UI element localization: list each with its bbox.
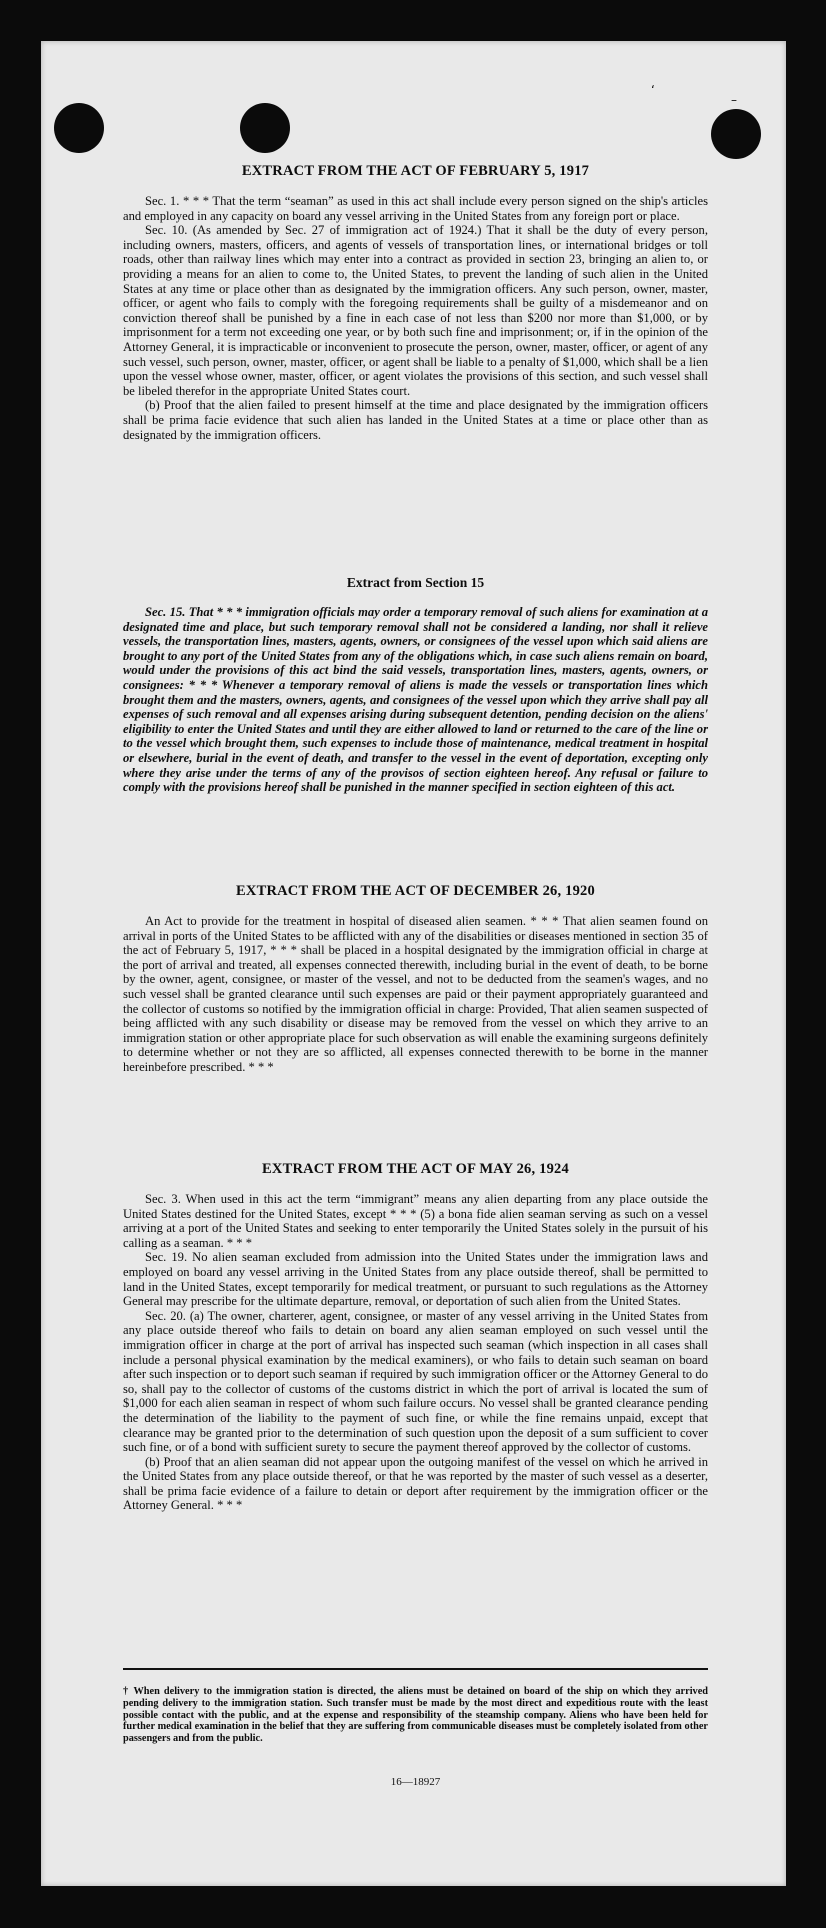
body-1920 <box>123 914 708 1075</box>
section-1924 <box>123 1162 708 1177</box>
heading-act-1917: EXTRACT FROM THE ACT OF FEBRUARY 5, 1917 <box>241 163 590 179</box>
footnote: † When delivery to the immigration station is directed, the aliens must be detained on board of the ship on which they arrived pending delivery to the immigration station. Such transfer must be made by the most direct and expeditious route with the least possible contact with the public, and at the expense and responsibility of the steamship company. Aliens who have been held for further medical examination in the belief that they are suffering from communicable diseases must be completely isolated from other passengers and from the public. <box>123 1686 708 1745</box>
heading-act-1924: EXTRACT FROM THE ACT OF MAY 26, 1924 <box>262 1161 569 1177</box>
section-15 <box>123 576 708 591</box>
paragraph-sec10b: (b) Proof that the alien failed to present himself at the time and place designated by the immigration officers shall be prima facie evidence that such alien has landed in the United States at a time or place other than as designated by the immigration officers. <box>123 398 708 442</box>
section-1917 <box>123 164 708 179</box>
paragraph-sec20b: (b) Proof that an alien seaman did not appear upon the outgoing manifest of the vessel on which he arrived in the United States from any place outside thereof, or that he was reported by the master of such vessel as a deserter, shall be prima facie evidence of a failure to detain or deport after requirement by the immigration officer or the Attorney General. * * * <box>123 1454 708 1513</box>
paragraph-sec20a: Sec. 20. (a) The owner, charterer, agent, consignee, or master of any vessel arriving in the United States from any place outside thereof who fails to detain on board any alien seaman employed on such vessel until the immigration officer in charge at the port of arrival has inspected such seaman (which inspection in all cases shall include a personal physical examination by the medical examiners), or who fails to detain such seaman on board after such inspection or to deport such seaman if required by such immigration officer or the Attorney General to do so, shall pay to the collector of customs of the customs district in which the port of arrival is located the sum of $1,000 for each alien seaman in respect of whom such failure occurs. No vessel shall be granted clearance pending the determination of the liability to the payment of such fine, or while the fine remains unpaid, except that clearance may be granted prior to the determination of such question upon the deposit of a sum sufficient to cover such fine, or of a bond with sufficient surety to secure the payment thereof approved by the collector of customs. <box>123 1308 708 1455</box>
body-1924 <box>123 1192 708 1513</box>
paragraph-sec15: Sec. 15. That * * * immigration officials may order a temporary removal of such aliens for examination at a designated time and place, but such temporary removal shall not be considered a landing, nor shall it relieve vessels, the transportation lines, masters, agents, owners, or consignees of the vessel upon which said aliens are brought to any port of the United States from any of the obligations which, in case such aliens remain on board, would under the provisions of this act bind the said vessels, transportation lines, masters, agents, owners, or consignees: * * * Whenever a temporary removal of aliens is made the vessels or transportation lines which brought them and the masters, owners, agents, and consignees of the vessel upon which they arrive shall pay all expenses of such removal and all expenses arising during subsequent detention, pending decision on the aliens' eligibility to enter the United States and until they are either allowed to land or returned to the care of the line or to the vessel which brought them, such expenses to include those of maintenance, medical treatment in hospital or elsewhere, burial in the event of death, and transfer to the vessel in the event of deportation, excepting only where they arise under the terms of any of the provisos of section eighteen hereof. Any refusal or failure to comply with the provisions hereof shall be punished in the manner specified in section eighteen of this act. <box>123 605 708 795</box>
scan-speck: – <box>731 93 737 107</box>
paragraph-sec19: Sec. 19. No alien seaman excluded from admission into the United States under the immigration laws and employed on board any vessel arriving in the United States from any place outside thereof, shall be permitted to land in the United States, except temporarily for medical treatment, or pursuant to such regulations as the Attorney General may prescribe for the ultimate departure, removal, or deportation of such alien from the United States. <box>123 1250 708 1309</box>
body-sec15 <box>123 605 708 795</box>
form-code: 16—18927 <box>390 1776 441 1788</box>
paragraph-sec10: Sec. 10. (As amended by Sec. 27 of immigration act of 1924.) That it shall be the duty of every person, including owners, masters, officers, and agents of vessels of transportation lines, or international bridges or toll roads, other than railway lines which may enter into a contract as provided in section 23, bringing an alien to, or providing a means for an alien to come to, the United States, to prevent the landing of such alien in the United States at any time or place other than as designated by the immigration officers. Any such person, owner, master, officer, or agent who fails to comply with the foregoing requirements shall be guilty of a misdemeanor and on conviction thereof shall be punished by a fine in each case of not less than $200 nor more than $1,000, or by imprisonment for a term not exceeding one year, or by both such fine and imprisonment; or, if in the opinion of the Attorney General, it is impracticable or inconvenient to prosecute the person, owner, master, officer, or agent of any such vessel, such person, owner, master, officer, or agent shall be liable to a penalty of $1,000, which shall be a lien upon the vessel whose owner, master, officer, or agent violates the provisions of this section, and such vessel shall be libeled therefor in the appropriate United States court. <box>123 223 708 398</box>
body-1917 <box>123 194 708 442</box>
footnote-rule <box>123 1668 708 1670</box>
punch-hole-center <box>240 103 290 153</box>
section-1920 <box>123 884 708 899</box>
paragraph-act-1920: An Act to provide for the treatment in hospital of diseased alien seamen. * * * That alien seamen found on arrival in ports of the United States to be afflicted with any of the disabilities or diseases mentioned in section 35 of the act of February 5, 1917, * * * shall be placed in a hospital designated by the immigration official in charge at the port of arrival and treated, all expenses connected therewith, including burial in the event of death, to be borne by the owner, agent, consignee, or master of the vessel, and not to be deducted from the seamen's wages, and no such vessel shall be granted clearance until such expenses are paid or their payment appropriately guaranteed and the collector of customs so notified by the immigration official in charge: Provided, That alien seamen suspected of being afflicted with any such disability or disease may be removed from the vessel on which they arrive to an immigration station or other appropriate place for such observation as will enable the examining surgeons definitely to determine whether or not they are so afflicted, all expenses connected therewith to be borne in the manner hereinbefore prescribed. * * * <box>123 914 708 1074</box>
scan-speck: ‘ <box>651 83 655 97</box>
punch-hole-left <box>54 103 104 153</box>
paragraph-sec3: Sec. 3. When used in this act the term “immigrant” means any alien departing from any place outside the United States destined for the United States, except * * * (5) a bona fide alien seaman serving as such on a vessel arriving at a port of the United States and seeking to enter temporarily the United States solely in the pursuit of his calling as a seaman. * * * <box>123 1192 708 1250</box>
punch-hole-right <box>711 109 761 159</box>
heading-section-15: Extract from Section 15 <box>346 575 485 590</box>
heading-act-1920: EXTRACT FROM THE ACT OF DECEMBER 26, 1920 <box>236 883 595 899</box>
paragraph-sec1: Sec. 1. * * * That the term “seaman” as used in this act shall include every person signed on the ship's articles and employed in any capacity on board any vessel arriving in the United States from any foreign port or place. <box>123 194 708 223</box>
